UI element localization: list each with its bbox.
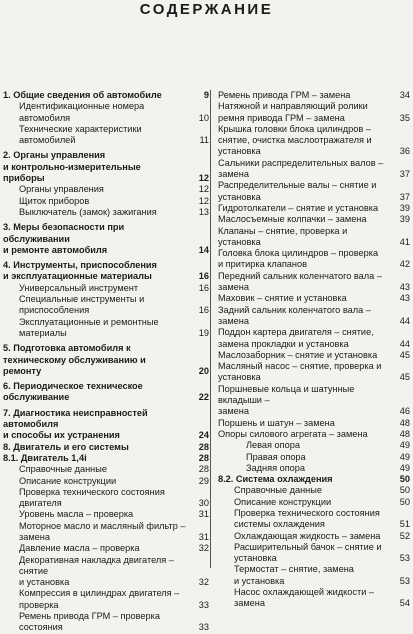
toc-entry-page: 32: [198, 543, 209, 554]
toc-entry-page: 53: [399, 553, 410, 564]
toc-entry[interactable]: [3, 207, 209, 218]
page-title: СОДЕРЖАНИЕ: [139, 1, 274, 18]
toc-entry-page: 11: [199, 135, 209, 146]
toc-entry-page: 30: [198, 498, 209, 509]
toc-entry[interactable]: [3, 487, 209, 510]
toc-entry[interactable]: [218, 158, 410, 181]
toc-entry-page: 35: [399, 112, 410, 123]
toc-entry-page: 39: [399, 202, 410, 213]
toc-entry[interactable]: [218, 203, 410, 214]
toc-entry-title: Поршень и шатун – замена: [218, 417, 335, 428]
toc-entry[interactable]: [218, 248, 410, 271]
toc-entry[interactable]: [218, 485, 410, 496]
toc-entry[interactable]: [218, 474, 410, 485]
toc-entry-title: 8.1. Двигатель 1,4i: [3, 452, 87, 463]
toc-entry[interactable]: [3, 521, 209, 544]
toc-entry-title: Проверка технического состояния двигателя: [19, 486, 165, 509]
toc-entry-title: Специальные инструменты и приспособления: [19, 294, 145, 316]
toc-entry-title: Маслосъемные колпачки – замена: [218, 214, 367, 225]
toc-entry-title: Органы управления: [19, 184, 104, 195]
toc-entry-title: Правая опора: [246, 451, 306, 462]
toc-entry-page: 10: [198, 112, 209, 123]
toc-entry[interactable]: [218, 327, 410, 350]
toc-entry-title: Универсальный инструмент: [19, 282, 139, 293]
toc-entry-title: Выключатель (замок) зажигания: [19, 206, 157, 217]
toc-entry-title: Поддон картера двигателя – снятие, замена прокладки и установка: [218, 327, 374, 349]
toc-entry-page: 28: [198, 464, 209, 475]
toc-entry-page: 41: [399, 236, 410, 247]
toc-entry[interactable]: [3, 150, 209, 184]
toc-entry-page: 13: [198, 206, 209, 217]
toc-entry-title: 5. Подготовка автомобиля к техническому обслуживанию и ремонту: [3, 343, 146, 376]
column-divider: [210, 90, 211, 568]
toc-entry-page: 31: [198, 531, 209, 542]
toc-entry-page: 54: [399, 598, 410, 609]
toc-entry-title: Крышка головки блока цилиндров – снятие, очистка маслоотражателя и установка: [218, 123, 372, 157]
toc-entry[interactable]: [218, 542, 410, 565]
toc-entry[interactable]: [218, 180, 410, 203]
toc-entry-page: 31: [198, 509, 209, 520]
toc-entry-page: 45: [399, 349, 410, 360]
toc-entry-page: 22: [198, 392, 209, 403]
toc-entry[interactable]: [218, 429, 410, 440]
toc-entry[interactable]: [218, 293, 410, 304]
toc-entry[interactable]: [3, 381, 209, 404]
toc-entry-title: Технические характеристики автомобилей: [19, 123, 142, 146]
toc-entry-title: Справочные данные: [234, 485, 322, 496]
toc-entry-page: 43: [399, 293, 410, 304]
toc-entry[interactable]: [218, 384, 410, 418]
toc-entry-title: Проверка технического состояния системы охлаждения: [234, 507, 380, 530]
toc-entry-title: 1. Общие сведения об автомобиле: [3, 90, 162, 100]
toc-entry[interactable]: [3, 408, 209, 442]
toc-entry-title: Натяжной и направляющий ролики ремня привода ГРМ – замена: [218, 101, 368, 123]
toc-entry-title: Распределительные валы – снятие и установка: [218, 180, 377, 202]
toc-entry-title: Охлаждающая жидкость – замена: [234, 530, 381, 541]
toc-entry[interactable]: [3, 124, 209, 147]
toc-entry[interactable]: [218, 508, 410, 531]
toc-entry[interactable]: [218, 305, 410, 328]
toc-entry-title: 6. Периодическое техническое обслуживание: [3, 381, 143, 403]
toc-entry-page: 50: [399, 474, 410, 485]
toc-entry[interactable]: [3, 543, 209, 554]
toc-entry-page: 33: [198, 599, 209, 610]
toc-entry[interactable]: [3, 90, 209, 101]
toc-entry-title: Эксплуатационные и ремонтные материалы: [19, 316, 159, 338]
toc-entry-page: 29: [198, 475, 209, 486]
toc-entry-title: Расширительный бачок – снятие и установка: [234, 541, 382, 564]
toc-entry-title: Декоративная накладка двигателя – снятие и установка: [19, 554, 174, 588]
toc-entry-title: 3. Меры безопасности при обслуживании и ремонте автомобиля: [3, 222, 125, 255]
toc-entry-page: 53: [399, 575, 410, 586]
toc-entry-title: Задняя опора: [246, 462, 306, 473]
toc-entry[interactable]: [218, 497, 410, 508]
toc-entry-page: 20: [198, 365, 209, 376]
toc-entry[interactable]: [3, 476, 209, 487]
toc-entry[interactable]: [218, 101, 410, 124]
toc-entry[interactable]: [218, 418, 410, 429]
toc-entry-title: Левая опора: [246, 440, 300, 451]
toc-entry[interactable]: [3, 101, 209, 124]
toc-entry-page: 28: [198, 452, 209, 463]
toc-entry-title: 2. Органы управления и контрольно-измерительные приборы: [3, 150, 141, 184]
toc-entry-page: 49: [399, 440, 410, 451]
toc-entry[interactable]: [3, 343, 209, 377]
toc-left-column: [3, 90, 209, 634]
toc-entry[interactable]: [3, 611, 209, 634]
toc-entry-page: 49: [399, 462, 410, 473]
toc-entry-page: 33: [198, 622, 209, 633]
toc-entry-title: Идентификационные номера автомобиля: [19, 101, 145, 123]
toc-entry-page: 12: [198, 195, 209, 206]
toc-entry[interactable]: [3, 509, 209, 520]
toc-entry-page: 37: [399, 191, 410, 202]
toc-entry-page: 16: [198, 271, 209, 282]
toc-entry-title: Ремень привода ГРМ – замена: [218, 90, 351, 100]
toc-entry-page: 44: [399, 315, 410, 326]
toc-entry[interactable]: [218, 226, 410, 249]
toc-entry[interactable]: [218, 452, 410, 463]
toc-entry-title: Гидротолкатели – снятие и установка: [218, 202, 379, 213]
toc-entry[interactable]: [218, 564, 410, 587]
toc-entry[interactable]: [218, 463, 410, 474]
toc-entry-page: 42: [399, 259, 410, 270]
toc-entry-page: 49: [399, 451, 410, 462]
toc-entry-title: 7. Диагностика неисправностей автомобиля и способы их устранения: [3, 407, 148, 441]
toc-entry[interactable]: [3, 283, 209, 294]
toc-entry[interactable]: [218, 531, 410, 542]
toc-entry[interactable]: [218, 214, 410, 225]
toc-entry-page: 50: [399, 496, 410, 507]
toc-entry-page: 46: [399, 406, 410, 417]
toc-entry-page: 16: [198, 282, 209, 293]
toc-entry-title: Маслозаборник – снятие и установка: [218, 349, 378, 360]
toc-entry-page: 12: [198, 184, 209, 195]
toc-entry-page: 32: [198, 577, 209, 588]
toc-entry-page: 39: [399, 214, 410, 225]
toc-entry-title: 8. Двигатель и его системы: [3, 441, 129, 452]
toc-entry-title: Описание конструкции: [19, 475, 117, 486]
toc-right-column: [218, 90, 410, 610]
toc-entry[interactable]: [3, 453, 209, 464]
toc-entry-page: 24: [198, 430, 209, 441]
toc-entry[interactable]: [218, 90, 410, 101]
toc-entry-page: 16: [198, 305, 209, 316]
toc-entry-page: 44: [399, 338, 410, 349]
toc-entry-page: 52: [399, 530, 410, 541]
toc-entry-title: Ремень привода ГРМ – проверка состояния: [19, 611, 160, 633]
toc-entry-title: Сальники распределительных валов – замена: [218, 157, 384, 180]
toc-entry-title: Термостат – снятие, замена и установка: [234, 564, 354, 586]
toc-entry-title: Маховик – снятие и установка: [218, 293, 347, 304]
toc-entry-page: 28: [198, 441, 209, 452]
toc-entry-title: Справочные данные: [19, 464, 107, 475]
toc-entry[interactable]: [218, 350, 410, 361]
toc-entry-page: 9: [203, 90, 209, 100]
toc-entry-title: Компрессия в цилиндрах двигателя – проверка: [19, 588, 180, 610]
toc-entry-page: 48: [399, 428, 410, 439]
toc-entry-title: Задний сальник коленчатого вала – замена: [218, 304, 371, 326]
toc-entry-page: 43: [399, 282, 410, 293]
toc-entry[interactable]: [3, 260, 209, 283]
toc-entry-title: Уровень масла – проверка: [19, 509, 134, 520]
toc-entry-page: 51: [399, 519, 410, 530]
toc-entry-page: 19: [198, 327, 209, 338]
toc-entry-title: Моторное масло и масляный фильтр – замена: [19, 520, 186, 542]
toc-entry-title: Поршневые кольца и шатунные вкладыши – замена: [218, 383, 355, 417]
toc-entry[interactable]: [3, 294, 209, 317]
toc-entry[interactable]: [3, 196, 209, 207]
toc-entry-page: 34: [399, 90, 410, 100]
toc-entry[interactable]: [218, 124, 410, 158]
toc-entry-page: 37: [399, 169, 410, 180]
toc-entry[interactable]: [218, 361, 410, 384]
toc-entry[interactable]: [3, 222, 209, 256]
toc-entry-title: Давление масла – проверка: [19, 543, 140, 554]
toc-entry[interactable]: [218, 587, 410, 610]
toc-entry-title: Описание конструкции: [234, 496, 332, 507]
toc-entry-title: Масляный насос – снятие, проверка и установка: [218, 361, 382, 383]
toc-entry-title: Насос охлаждающей жидкости – замена: [234, 587, 374, 609]
toc-entry-title: Головка блока цилиндров – проверка и притирка клапанов: [218, 248, 379, 270]
toc-entry-title: Опоры силового агрегата – замена: [218, 428, 368, 439]
toc-entry[interactable]: [218, 271, 410, 294]
toc-entry-title: 4. Инструменты, приспособления и эксплуатационные материалы: [3, 260, 157, 282]
toc-entry[interactable]: [3, 442, 209, 453]
toc-entry[interactable]: [3, 184, 209, 195]
toc-entry[interactable]: [3, 464, 209, 475]
toc-entry-title: Клапаны – снятие, проверка и установка: [218, 225, 348, 247]
toc-entry-page: 50: [399, 485, 410, 496]
toc-entry[interactable]: [3, 555, 209, 589]
toc-entry[interactable]: [218, 440, 410, 451]
toc-entry-page: 12: [198, 173, 209, 184]
toc-entry-title: Передний сальник коленчатого вала – замена: [218, 270, 382, 293]
toc-entry-page: 48: [399, 417, 410, 428]
toc-entry-title: Щиток приборов: [19, 195, 90, 206]
toc-entry-page: 45: [399, 372, 410, 383]
toc-entry-page: 36: [399, 146, 410, 157]
toc-entry-title: 8.2. Система охлаждения: [218, 474, 333, 485]
toc-entry-page: 14: [198, 244, 209, 255]
toc-entry[interactable]: [3, 317, 209, 340]
toc-entry[interactable]: [3, 588, 209, 611]
